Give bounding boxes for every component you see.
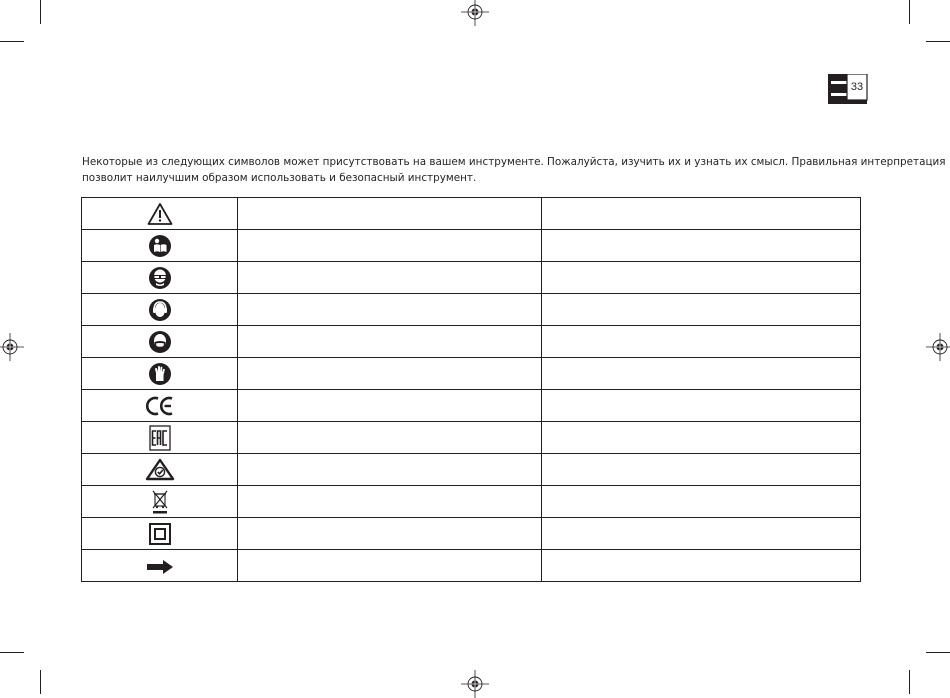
page-number-badge xyxy=(828,74,868,104)
table-row xyxy=(82,294,861,326)
dust-mask-icon xyxy=(148,330,172,354)
registration-mark-icon xyxy=(0,333,24,361)
crop-mark xyxy=(926,652,950,653)
symbol-description xyxy=(542,390,861,422)
symbol-name xyxy=(238,326,542,358)
symbols-table xyxy=(81,197,861,582)
symbol-description xyxy=(542,326,861,358)
table-row xyxy=(82,422,861,454)
symbol-description xyxy=(542,486,861,518)
table-row xyxy=(82,358,861,390)
table-row xyxy=(82,230,861,262)
symbol-description xyxy=(542,550,861,582)
symbol-cell xyxy=(82,198,238,230)
table-row xyxy=(82,326,861,358)
symbol-cell xyxy=(82,294,238,326)
table-row xyxy=(82,486,861,518)
table-row xyxy=(82,550,861,582)
registration-mark-icon xyxy=(926,333,950,361)
symbol-name xyxy=(238,518,542,550)
registration-mark-icon xyxy=(461,0,489,26)
crop-mark xyxy=(926,41,950,42)
symbol-name xyxy=(238,422,542,454)
symbol-cell xyxy=(82,486,238,518)
symbol-cell xyxy=(82,358,238,390)
crop-mark xyxy=(40,0,41,24)
symbol-description xyxy=(542,230,861,262)
symbol-description xyxy=(542,294,861,326)
table-row xyxy=(82,262,861,294)
eac-mark-icon xyxy=(149,425,171,451)
symbol-name xyxy=(238,390,542,422)
table-row xyxy=(82,390,861,422)
safety-gloves-icon xyxy=(148,362,172,386)
table-row xyxy=(82,454,861,486)
page-number: 33 xyxy=(850,81,864,93)
symbol-description xyxy=(542,422,861,454)
intro-line: позволит наилучшим образом использовать и безопасный инструмент. xyxy=(82,172,477,184)
symbol-name xyxy=(238,550,542,582)
symbol-description xyxy=(542,454,861,486)
symbol-description xyxy=(542,358,861,390)
symbol-cell xyxy=(82,390,238,422)
symbol-cell xyxy=(82,422,238,454)
symbol-name xyxy=(238,198,542,230)
symbol-cell xyxy=(82,262,238,294)
crop-mark xyxy=(909,0,910,24)
rcm-mark-icon xyxy=(145,458,175,482)
table-row xyxy=(82,518,861,550)
ce-mark-icon xyxy=(145,395,175,417)
crop-mark xyxy=(40,670,41,694)
symbol-description xyxy=(542,518,861,550)
symbol-name xyxy=(238,486,542,518)
crop-mark xyxy=(0,41,24,42)
warning-triangle-icon xyxy=(147,202,173,226)
safety-goggles-icon xyxy=(148,266,172,290)
symbol-cell xyxy=(82,454,238,486)
crop-mark xyxy=(0,652,24,653)
symbol-cell xyxy=(82,230,238,262)
crop-mark xyxy=(909,670,910,694)
symbol-cell xyxy=(82,326,238,358)
read-manual-icon xyxy=(148,234,172,258)
symbol-name xyxy=(238,358,542,390)
weee-bin-icon xyxy=(150,489,170,515)
symbol-description xyxy=(542,198,861,230)
table-row xyxy=(82,198,861,230)
intro-line: Некоторые из следующих символов может присутствовать на вашем инструменте. Пожалуйста, изучить их и узнать их смысл. Правильная интерпретация xyxy=(82,156,946,168)
symbol-cell xyxy=(82,518,238,550)
symbol-cell xyxy=(82,550,238,582)
intro-paragraph xyxy=(82,154,946,186)
symbol-name xyxy=(238,294,542,326)
symbol-name xyxy=(238,454,542,486)
symbol-name xyxy=(238,262,542,294)
arrow-right-icon xyxy=(145,559,175,575)
symbol-description xyxy=(542,262,861,294)
double-insulation-icon xyxy=(148,522,172,546)
ear-protection-icon xyxy=(148,298,172,322)
symbol-name xyxy=(238,230,542,262)
